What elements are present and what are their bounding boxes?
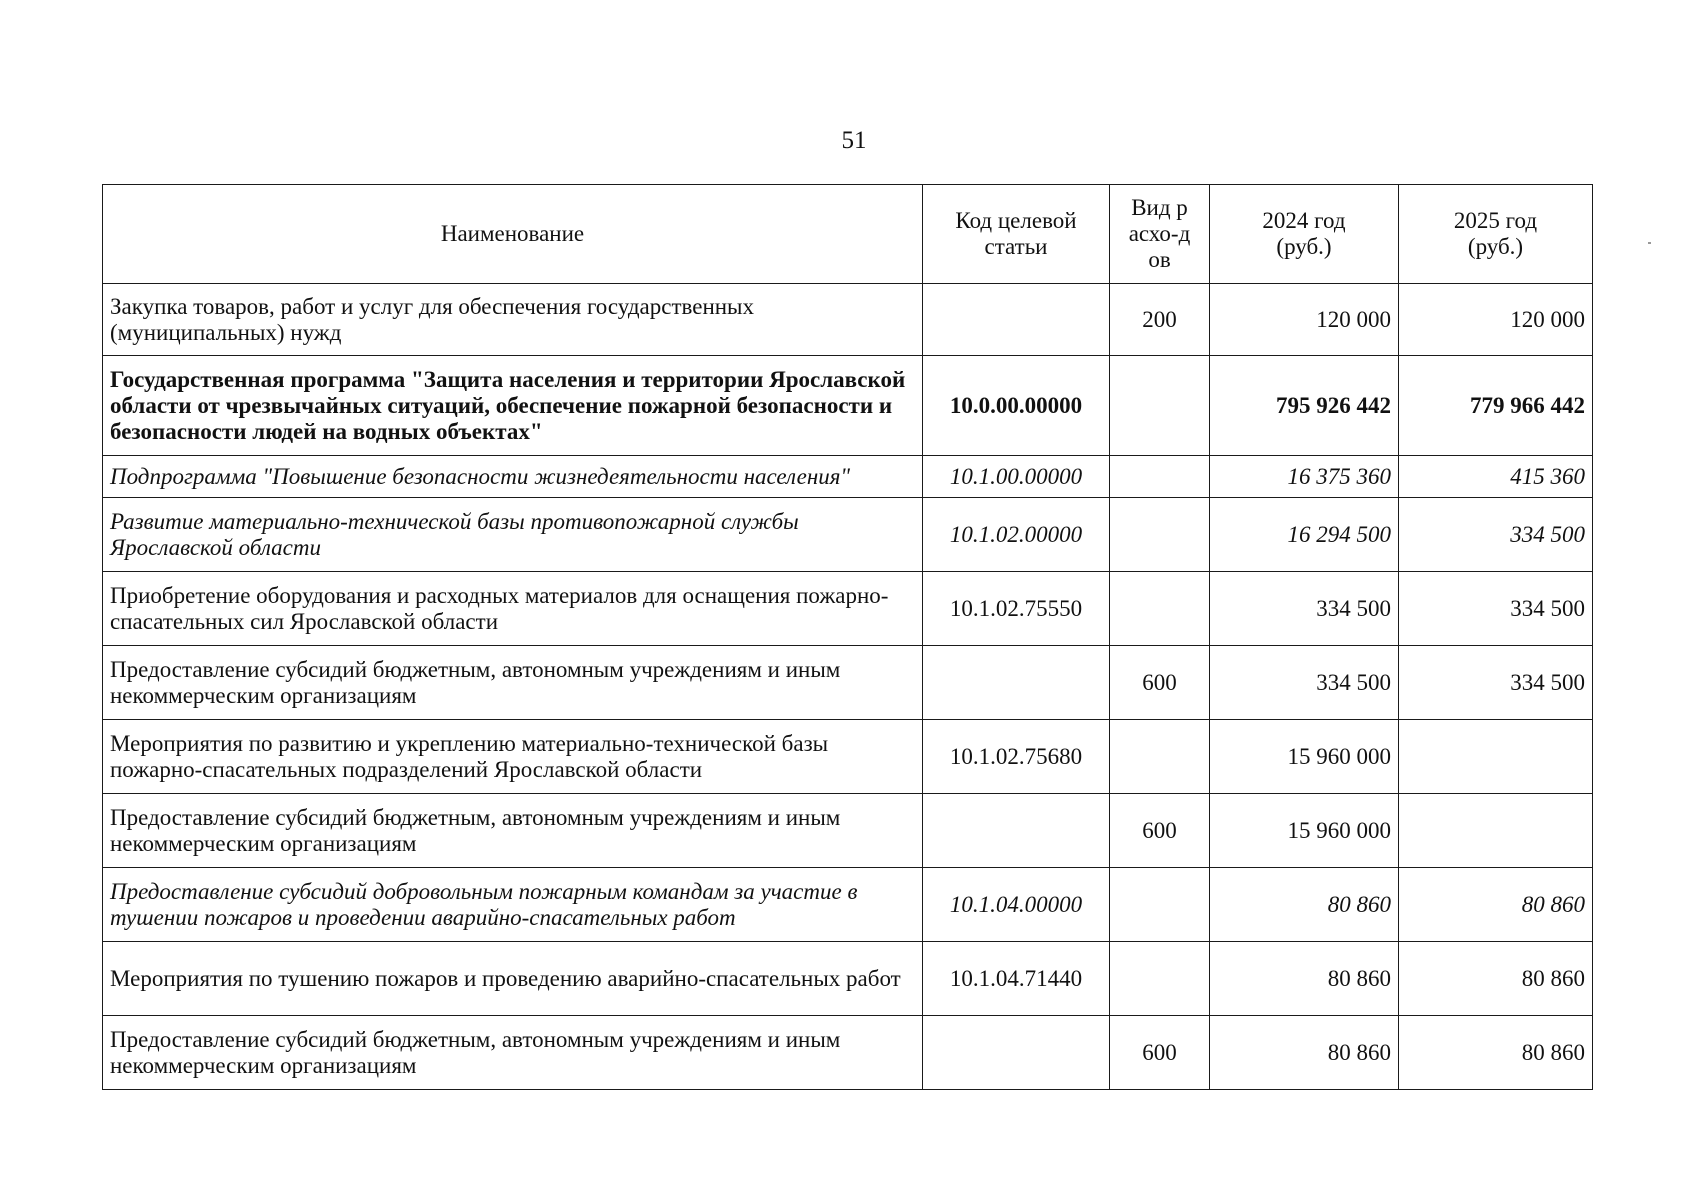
table-row <box>103 720 1593 794</box>
cell-name: Развитие материально-технической базы противопожарной службы Ярославской области <box>103 498 923 572</box>
cell-code: 10.1.00.00000 <box>923 456 1110 498</box>
cell-kind <box>1110 942 1210 1016</box>
cell-code <box>923 794 1110 868</box>
cell-2025: 334 500 <box>1399 498 1593 572</box>
header-kind-text: Вид расхо-дов <box>1128 195 1191 272</box>
cell-kind: 200 <box>1110 284 1210 356</box>
cell-name: Мероприятия по тушению пожаров и проведению аварийно-спасательных работ <box>103 942 923 1016</box>
header-2025 <box>1399 185 1593 284</box>
table-row <box>103 868 1593 942</box>
cell-name: Предоставление субсидий бюджетным, автономным учреждениям и иным некоммерческим организациям <box>103 1016 923 1090</box>
cell-name: Мероприятия по развитию и укреплению материально-технической базы пожарно-спасательных подразделений Ярославской области <box>103 720 923 794</box>
table-row <box>103 942 1593 1016</box>
cell-kind <box>1110 572 1210 646</box>
cell-code: 10.1.02.75680 <box>923 720 1110 794</box>
cell-2025: 120 000 <box>1399 284 1593 356</box>
cell-2024: 120 000 <box>1210 284 1399 356</box>
table-row <box>103 646 1593 720</box>
cell-2024: 334 500 <box>1210 646 1399 720</box>
scan-speck <box>1648 242 1651 244</box>
table-header-row <box>103 185 1593 284</box>
cell-2025: 80 860 <box>1399 1016 1593 1090</box>
cell-code <box>923 646 1110 720</box>
cell-2024: 334 500 <box>1210 572 1399 646</box>
cell-2024: 795 926 442 <box>1210 356 1399 456</box>
cell-kind <box>1110 356 1210 456</box>
cell-kind <box>1110 456 1210 498</box>
cell-code: 10.0.00.00000 <box>923 356 1110 456</box>
cell-2025 <box>1399 794 1593 868</box>
table-row <box>103 794 1593 868</box>
cell-kind <box>1110 868 1210 942</box>
cell-2025: 779 966 442 <box>1399 356 1593 456</box>
cell-2024: 80 860 <box>1210 868 1399 942</box>
cell-2024: 80 860 <box>1210 942 1399 1016</box>
header-name: Наименование <box>103 185 923 284</box>
cell-code: 10.1.04.00000 <box>923 868 1110 942</box>
table-row <box>103 356 1593 456</box>
cell-name: Подпрограмма "Повышение безопасности жизнедеятельности населения" <box>103 456 923 498</box>
cell-kind <box>1110 498 1210 572</box>
table-row <box>103 284 1593 356</box>
cell-code: 10.1.04.71440 <box>923 942 1110 1016</box>
cell-name: Предоставление субсидий бюджетным, автономным учреждениям и иным некоммерческим организациям <box>103 794 923 868</box>
page-number: 51 <box>841 127 867 154</box>
cell-2024: 15 960 000 <box>1210 794 1399 868</box>
cell-code <box>923 1016 1110 1090</box>
cell-name: Предоставление субсидий бюджетным, автономным учреждениям и иным некоммерческим организациям <box>103 646 923 720</box>
cell-kind <box>1110 720 1210 794</box>
cell-2025: 334 500 <box>1399 646 1593 720</box>
cell-kind: 600 <box>1110 646 1210 720</box>
table-row <box>103 1016 1593 1090</box>
cell-2025: 415 360 <box>1399 456 1593 498</box>
cell-code: 10.1.02.00000 <box>923 498 1110 572</box>
cell-2025: 80 860 <box>1399 868 1593 942</box>
cell-2024: 80 860 <box>1210 1016 1399 1090</box>
budget-table <box>102 184 1593 1090</box>
table-row <box>103 572 1593 646</box>
cell-name: Предоставление субсидий добровольным пожарным командам за участие в тушении пожаров и проведении аварийно-спасательных работ <box>103 868 923 942</box>
cell-2025: 80 860 <box>1399 942 1593 1016</box>
cell-kind: 600 <box>1110 794 1210 868</box>
cell-name: Приобретение оборудования и расходных материалов для оснащения пожарно-спасательных сил Ярославской области <box>103 572 923 646</box>
table-row <box>103 456 1593 498</box>
cell-name: Государственная программа "Защита населения и территории Ярославской области от чрезвычайных ситуаций, обеспечение пожарной безопасности и безопасности людей на водных объектах" <box>103 356 923 456</box>
header-code <box>923 185 1110 284</box>
cell-kind: 600 <box>1110 1016 1210 1090</box>
cell-2025: 334 500 <box>1399 572 1593 646</box>
cell-2024: 16 294 500 <box>1210 498 1399 572</box>
cell-2025 <box>1399 720 1593 794</box>
header-2024 <box>1210 185 1399 284</box>
cell-2024: 16 375 360 <box>1210 456 1399 498</box>
header-2024-text: 2024 год (руб.) <box>1262 208 1346 259</box>
cell-code <box>923 284 1110 356</box>
cell-name: Закупка товаров, работ и услуг для обеспечения государственных (муниципальных) нужд <box>103 284 923 356</box>
cell-code: 10.1.02.75550 <box>923 572 1110 646</box>
table-body <box>103 284 1593 1090</box>
header-code-text: Код целевой статьи <box>955 208 1077 259</box>
header-2025-text: 2025 год (руб.) <box>1453 208 1538 259</box>
cell-2024: 15 960 000 <box>1210 720 1399 794</box>
header-kind <box>1110 185 1210 284</box>
table-row <box>103 498 1593 572</box>
